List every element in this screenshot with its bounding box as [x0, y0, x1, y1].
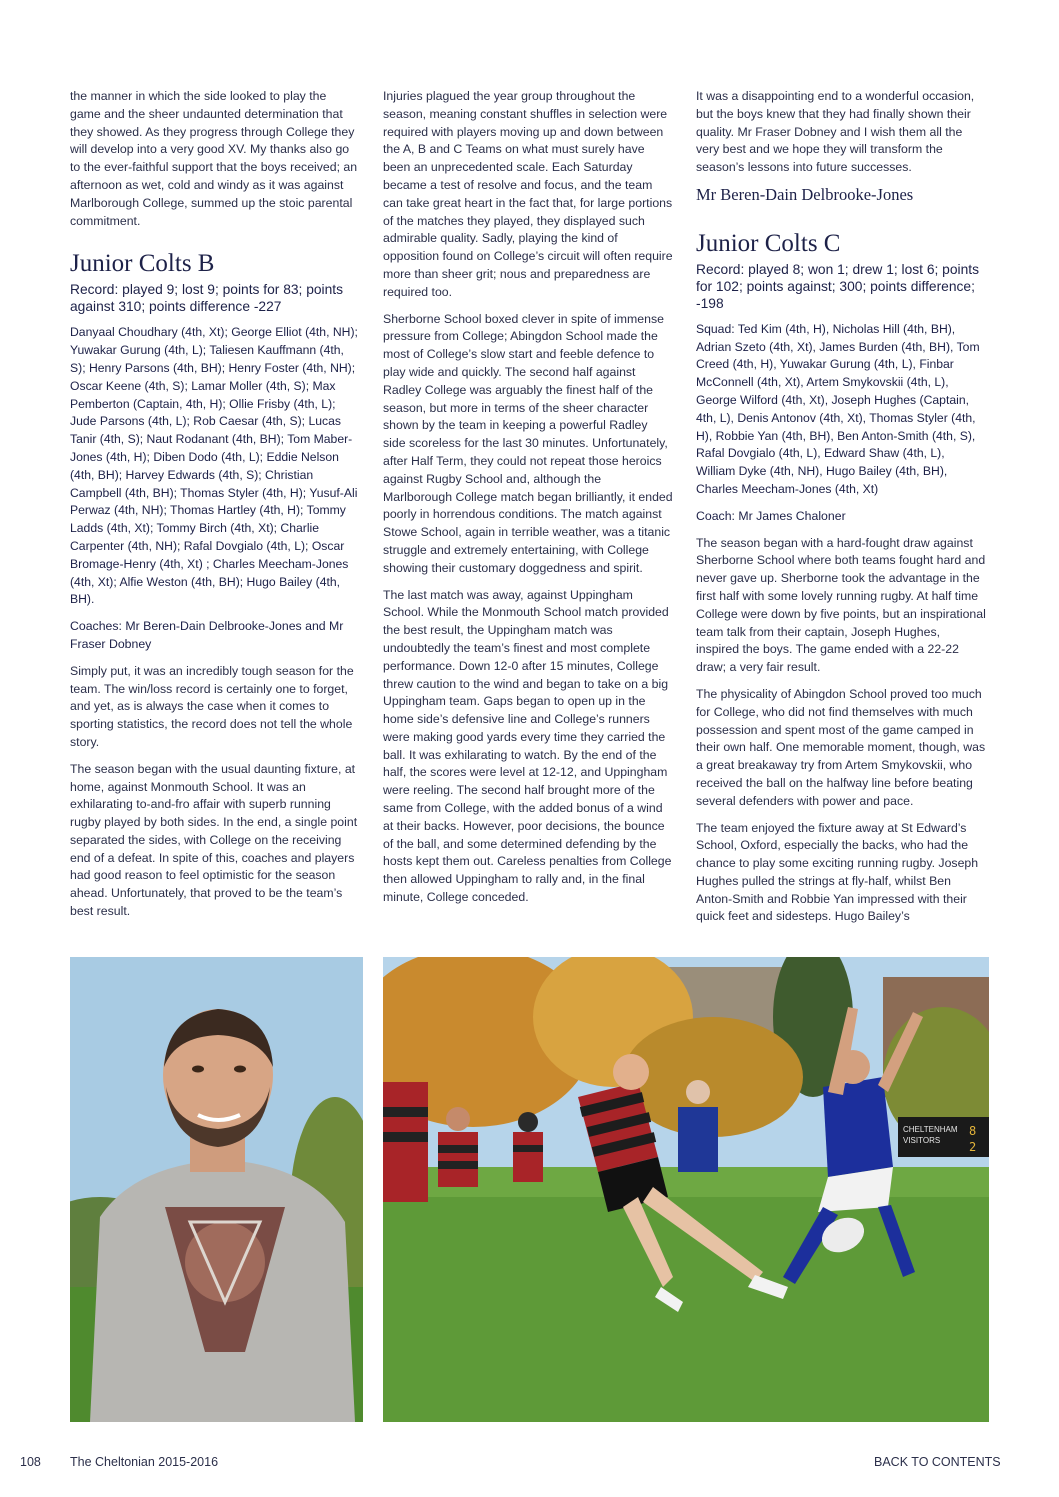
portrait-photo: [70, 957, 363, 1422]
heading-junior-colts-b: Junior Colts B: [70, 250, 215, 278]
scoreboard-home-score: 8: [969, 1124, 977, 1138]
rugby-action-photo: [383, 957, 989, 1422]
record-junior-colts-b: Record: played 9; lost 9; points for 83; points against 310; points difference -227: [70, 282, 344, 315]
page-number: 108: [20, 1455, 41, 1469]
squad-list-b: Danyaal Choudhary (4th, Xt); George Elliot (4th, NH); Yuwakar Gurung (4th, L); Taliesen Kauffmann (4th, S); Henry Parsons (4th, BH); Henry Foster (4th, NH); Oscar Keene (4th, S); Lamar Moller (4th, S); Max Pemberton (Captain, 4th, H); Ollie Frisby (4th, L); Jude Parsons (4th, L); Rob Caesar (4th, S); Lucas Tanir (4th, S); Naut Rodanant (4th, BH); Tom Maber-Jones (4th, H); Diben Dodo (4th, L); Eddie Nelson (4th, BH); Harvey Edwards (4th, S); Christian Campbell (4th, BH); Thomas Styler (4th, H); Yusuf-Ali Perwaz (4th, NH); Thomas Hartley (4th, H); Tommy Ladds (4th, Xt); Tommy Birch (4th, Xt); Charlie Carpenter (4th, NH); Rafal Dovgialo (4th, L); Oscar Bromage-Henry (4th, Xt) ; Charles Meecham-Jones (4th, Xt); Alfie Weston (4th, BH); Hugo Bailey (4th, BH).: [70, 325, 358, 607]
squad-list-c: Squad: Ted Kim (4th, H), Nicholas Hill (4th, BH), Adrian Szeto (4th, Xt), James Burden (4th, BH), Tom Creed (4th, H), Yuwakar Gurung (4th, L), Finbar McConnell (4th, Xt), Artem Smykovskii (4th, L), George Wilford (4th, Xt), Joseph Hughes (Captain, 4th, L), Denis Antonov (4th, Xt), Thomas Styler (4th, H), Robbie Yan (4th, BH), Ben Anton-Smith (4th, S), Rafal Dovgialo (4th, L), Edward Shaw (4th, L), William Dyke (4th, NH), Hugo Bailey (4th, BH), Charles Meecham-Jones (4th, Xt): [696, 321, 980, 496]
scoreboard-line-1: CHELTENHAM: [903, 1125, 958, 1134]
intro-paragraph: the manner in which the side looked to play the game and the sheer undaunted determination that they showed. As they progress through College they will develop into a very good XV. My thanks also go to the ever-faithful support that the boys received; an afternoon as wet, cold and windy as it was against Marlborough College, summed up the stoic parental commitment.: [70, 89, 358, 228]
column-2: [383, 88, 673, 916]
paragraph: The season began with a hard-fought draw against Sherborne School where both teams fought hard and never gave up. Sherborne took the advantage in the first half with some lovely running rugby. At half time College were down by five points, but an inspirational team talk from their captain, Joseph Hughes, inspired the boys. The game ended with a 22-22 draw; a very fair result.: [696, 535, 986, 675]
column-1: [70, 88, 360, 930]
paragraph: Simply put, it was an incredibly tough season for the team. The win/loss record is certainly one to forget, and yet, as is always the case when it comes to sporting statistics, the record does not tell the whole story.: [70, 663, 354, 749]
scoreboard-visitor-score: 2: [969, 1140, 977, 1154]
paragraph: The season began with the usual daunting fixture, at home, against Monmouth School. It was an exhilarating to-and-fro affair with superb running rugby played by both sides. In the end, a single point separated the sides, with College on the receiving end of a defeat. In spite of this, coaches and players had good reason to feel optimistic for the season ahead. Unfortunately, that proved to be the team’s best result.: [70, 761, 358, 919]
rugby-photo-illustration: [383, 957, 989, 1422]
paragraph: The physicality of Abingdon School proved too much for College, who did not find themselves with much possession and spent most of the game camped in their own half. One memorable moment, though, was a great breakaway try from Artem Smykovskii, who received the ball on the halfway line before beating several defenders with power and pace.: [696, 686, 986, 808]
heading-junior-colts-c: Junior Colts C: [696, 229, 841, 257]
paragraph: The team enjoyed the fixture away at St Edward’s School, Oxford, especially the backs, who had the chance to play some exciting running rugby. Joseph Hughes pulled the strings at fly-half, whilst Ben Anton-Smith and Robbie Yan impressed with their quick feet and sidesteps. Hugo Bailey’s: [696, 820, 979, 924]
publication-title: The Cheltonian 2015-2016: [70, 1455, 219, 1469]
record-junior-colts-c: Record: played 8; won 1; drew 1; lost 6; points for 102; points against; 300; points difference; -198: [696, 261, 979, 311]
portrait-photo-illustration: [70, 957, 363, 1422]
back-to-contents-link[interactable]: BACK TO CONTENTS: [874, 1455, 1001, 1469]
coaches-b: Coaches: Mr Beren-Dain Delbrooke-Jones and Mr Fraser Dobney: [70, 619, 344, 651]
paragraph: It was a disappointing end to a wonderful occasion, but the boys knew that they had finally shown their quality. Mr Fraser Dobney and I wish them all the very best and we hope they will transform the season’s lessons into future successes.: [696, 89, 975, 175]
coach-c: Coach: Mr James Chaloner: [696, 508, 846, 523]
scoreboard-line-2: VISITORS: [903, 1136, 941, 1145]
paragraph: Sherborne School boxed clever in spite of immense pressure from College; Abingdon School made the most of College’s slow start and feeble defence to play wide and quickly. The second half against Radley College was arguably the finest half of the season, but more in terms of the sheer character shown by the team in keeping a powerful Radley side scoreless for the last 30 minutes. Unfortunately, after Half Term, they could not repeat those heroics against Rugby School and, although the Marlborough College match began brilliantly, it ended poorly in horrendous conditions. The match against Stowe School, again in terrible weather, was a titanic struggle and extremely entertaining, with College showing their customary doggedness and spirit.: [383, 311, 673, 575]
author-signoff: Mr Beren-Dain Delbrooke-Jones: [696, 184, 914, 204]
paragraph: The last match was away, against Uppingham School. While the Monmouth School match provided the best result, the Uppingham match was undoubtedly the team’s finest and most complete performance. Down 12-0 after 15 minutes, College threw caution to the wind and began to take on a big Uppingham team. Gaps began to open up in the home side’s defensive line and College’s runners were making good yards every time they carried the ball. It was exhilarating to watch. By the end of the half, the scores were level at 12-12, and Uppingham were reeling. The second half brought more of the same from College, with the added bonus of a wind at their backs. However, poor decisions, the bounce of the ball, and some determined defending by the hosts kept them out. Careless penalties from College then allowed Uppingham to rally and, in the final minute, College conceded.: [383, 587, 672, 905]
paragraph: Injuries plagued the year group throughout the season, meaning constant shuffles in selection were required with players moving up and down between the A, B and C Teams on what must surely have been an unprecedented scale. Each Saturday became a test of resolve and focus, and the team can take great heart in the fact that, for large portions of the matches they played, they displayed such admirable quality. Sadly, playing the kind of opposition found on College’s circuit will often require more than sheer grit; nous and preparedness are required too.: [383, 89, 673, 299]
column-3: [696, 88, 986, 935]
